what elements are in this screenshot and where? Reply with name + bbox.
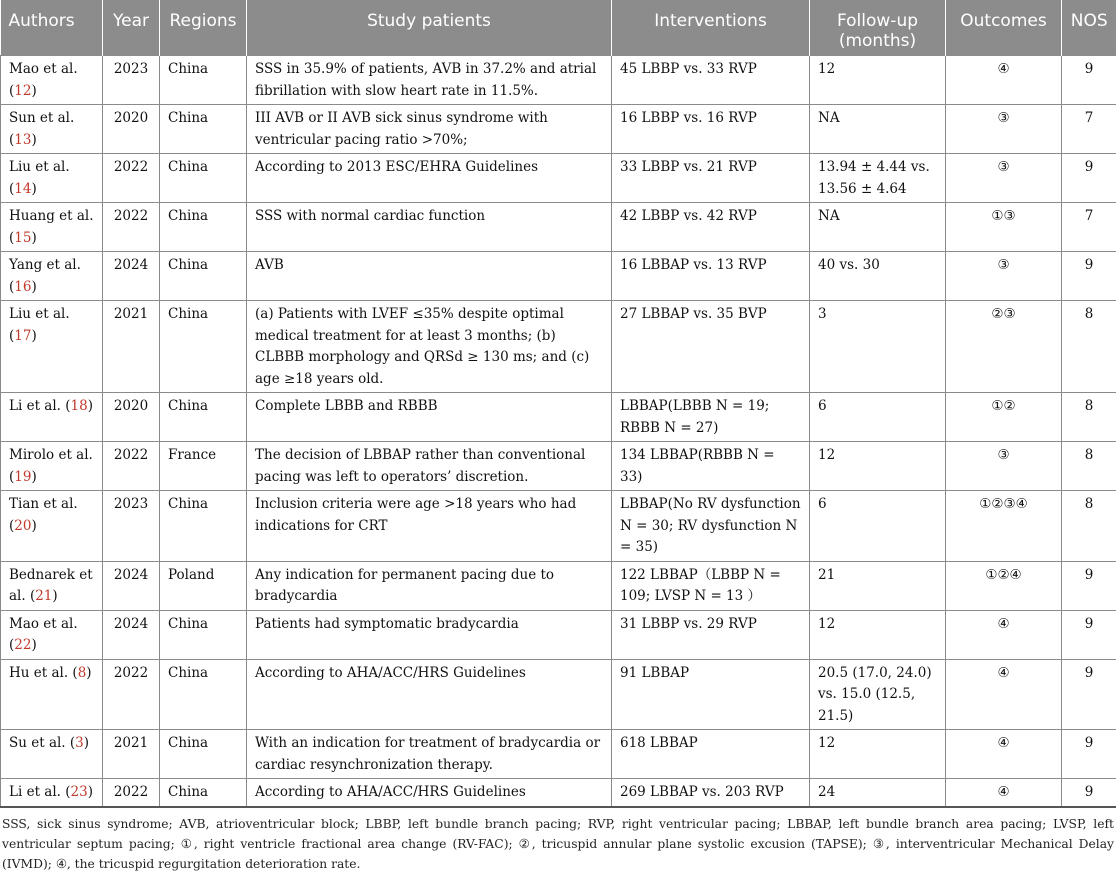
cell-interventions: 42 LBBP vs. 42 RVP — [612, 203, 810, 252]
cell-interventions: 16 LBBAP vs. 13 RVP — [612, 252, 810, 301]
header-follow-up: Follow-up (months) — [810, 0, 946, 56]
cell-study-patients: Patients had symptomatic bradycardia — [247, 610, 612, 659]
cell-authors — [1, 154, 103, 203]
cell-interventions: 91 LBBAP — [612, 659, 810, 730]
cell-nos: 9 — [1062, 779, 1116, 807]
table-row — [1, 203, 1116, 252]
cell-year: 2022 — [103, 154, 160, 203]
cell-follow-up: 12 — [810, 610, 946, 659]
cell-outcomes: ③ — [946, 154, 1062, 203]
reference-link[interactable]: 14 — [14, 181, 31, 197]
cell-nos: 9 — [1062, 659, 1116, 730]
cell-outcomes: ②③ — [946, 301, 1062, 393]
reference-link[interactable]: 23 — [71, 784, 88, 800]
cell-authors — [1, 659, 103, 730]
cell-study-patients: Complete LBBB and RBBB — [247, 393, 612, 442]
cell-follow-up: 20.5 (17.0, 24.0) vs. 15.0 (12.5, 21.5) — [810, 659, 946, 730]
author-name: Mirolo et al. ( — [9, 447, 93, 485]
author-name: Yang et al. ( — [9, 257, 81, 295]
cell-study-patients: With an indication for treatment of bradycardia or cardiac resynchronization therapy. — [247, 730, 612, 779]
cell-region: China — [160, 301, 247, 393]
cell-nos: 7 — [1062, 105, 1116, 154]
author-paren: ) — [31, 230, 36, 246]
cell-year: 2022 — [103, 779, 160, 807]
author-name: Mao et al. ( — [9, 61, 78, 99]
author-paren: ) — [31, 328, 36, 344]
cell-follow-up: NA — [810, 203, 946, 252]
table-row — [1, 154, 1116, 203]
cell-authors — [1, 610, 103, 659]
cell-interventions: LBBAP(No RV dysfunction N = 30; RV dysfunction N = 35) — [612, 491, 810, 562]
author-paren: ) — [84, 735, 89, 751]
cell-nos: 9 — [1062, 154, 1116, 203]
cell-interventions: 134 LBBAP(RBBB N = 33) — [612, 442, 810, 491]
author-name: Liu et al. ( — [9, 159, 70, 197]
cell-region: China — [160, 154, 247, 203]
cell-nos: 7 — [1062, 203, 1116, 252]
cell-interventions: 618 LBBAP — [612, 730, 810, 779]
cell-authors — [1, 730, 103, 779]
reference-link[interactable]: 13 — [14, 132, 31, 148]
author-name: Huang et al. ( — [9, 208, 94, 246]
header-outcomes: Outcomes — [946, 0, 1062, 56]
cell-study-patients: AVB — [247, 252, 612, 301]
author-name: Hu et al. ( — [9, 665, 78, 681]
author-name: Sun et al. ( — [9, 110, 74, 148]
table-row — [1, 393, 1116, 442]
cell-year: 2020 — [103, 105, 160, 154]
author-paren: ) — [31, 132, 36, 148]
header-nos: NOS — [1062, 0, 1116, 56]
cell-year: 2021 — [103, 301, 160, 393]
cell-region: China — [160, 203, 247, 252]
cell-region: France — [160, 442, 247, 491]
author-name: Su et al. ( — [9, 735, 75, 751]
cell-outcomes: ③ — [946, 442, 1062, 491]
cell-study-patients: According to AHA/ACC/HRS Guidelines — [247, 659, 612, 730]
cell-interventions: 122 LBBAP（LBBP N = 109; LVSP N = 13 ） — [612, 561, 810, 610]
cell-region: China — [160, 730, 247, 779]
cell-outcomes: ③ — [946, 105, 1062, 154]
cell-authors — [1, 203, 103, 252]
cell-follow-up: NA — [810, 105, 946, 154]
cell-outcomes: ④ — [946, 779, 1062, 807]
cell-follow-up: 12 — [810, 730, 946, 779]
cell-region: China — [160, 491, 247, 562]
table-row — [1, 561, 1116, 610]
cell-nos: 9 — [1062, 610, 1116, 659]
cell-authors — [1, 442, 103, 491]
table-row — [1, 779, 1116, 807]
cell-year: 2024 — [103, 610, 160, 659]
cell-year: 2024 — [103, 252, 160, 301]
cell-region: China — [160, 56, 247, 105]
cell-authors — [1, 56, 103, 105]
cell-region: China — [160, 779, 247, 807]
author-paren: ) — [88, 784, 93, 800]
cell-outcomes: ③ — [946, 252, 1062, 301]
table-row — [1, 105, 1116, 154]
cell-nos: 8 — [1062, 442, 1116, 491]
table-body — [1, 56, 1116, 807]
cell-authors — [1, 561, 103, 610]
cell-study-patients: According to AHA/ACC/HRS Guidelines — [247, 779, 612, 807]
cell-follow-up: 40 vs. 30 — [810, 252, 946, 301]
author-name: Li et al. ( — [9, 784, 71, 800]
cell-outcomes: ①②③④ — [946, 491, 1062, 562]
table-row — [1, 491, 1116, 562]
cell-nos: 9 — [1062, 252, 1116, 301]
table-row — [1, 730, 1116, 779]
table-row — [1, 610, 1116, 659]
cell-study-patients: Inclusion criteria were age >18 years who had indications for CRT — [247, 491, 612, 562]
reference-link[interactable]: 16 — [14, 279, 31, 295]
header-year: Year — [103, 0, 160, 56]
cell-interventions: 27 LBBAP vs. 35 BVP — [612, 301, 810, 393]
cell-study-patients: The decision of LBBAP rather than conventional pacing was left to operators’ discretion. — [247, 442, 612, 491]
cell-authors — [1, 779, 103, 807]
cell-authors — [1, 105, 103, 154]
cell-year: 2021 — [103, 730, 160, 779]
reference-link[interactable]: 18 — [71, 398, 88, 414]
table-footnote: SSS, sick sinus syndrome; AVB, atrioventricular block; LBBP, left bundle branch pacing; RVP, right ventricular pacing; LBBAP, left bundle branch area pacing; LVSP, left ventricular septum pacing; ①, right ventricle fractional area change (RV-FAC); ②, tricuspid annular plane systolic excusion (TAPSE); ③, interventricular Mechanical Delay (IVMD); ④, the tricuspid regurgitation deterioration rate. — [0, 808, 1116, 874]
cell-year: 2022 — [103, 442, 160, 491]
cell-interventions: LBBAP(LBBB N = 19; RBBB N = 27) — [612, 393, 810, 442]
cell-study-patients: SSS with normal cardiac function — [247, 203, 612, 252]
cell-nos: 9 — [1062, 561, 1116, 610]
cell-outcomes: ④ — [946, 56, 1062, 105]
author-paren: ) — [52, 588, 57, 604]
cell-follow-up: 13.94 ± 4.44 vs. 13.56 ± 4.64 — [810, 154, 946, 203]
cell-study-patients: According to 2013 ESC/EHRA Guidelines — [247, 154, 612, 203]
header-study-patients: Study patients — [247, 0, 612, 56]
cell-interventions: 45 LBBP vs. 33 RVP — [612, 56, 810, 105]
table-row — [1, 442, 1116, 491]
cell-outcomes: ④ — [946, 730, 1062, 779]
cell-nos: 8 — [1062, 301, 1116, 393]
cell-study-patients: Any indication for permanent pacing due to bradycardia — [247, 561, 612, 610]
cell-year: 2023 — [103, 56, 160, 105]
table-row — [1, 659, 1116, 730]
cell-authors — [1, 393, 103, 442]
reference-link[interactable]: 20 — [14, 518, 31, 534]
cell-year: 2024 — [103, 561, 160, 610]
cell-outcomes: ①③ — [946, 203, 1062, 252]
cell-follow-up: 3 — [810, 301, 946, 393]
author-name: Li et al. ( — [9, 398, 71, 414]
cell-authors — [1, 491, 103, 562]
reference-link[interactable]: 8 — [78, 665, 87, 681]
cell-region: China — [160, 105, 247, 154]
header-authors: Authors — [1, 0, 103, 56]
cell-study-patients: III AVB or II AVB sick sinus syndrome with ventricular pacing ratio >70%; — [247, 105, 612, 154]
cell-nos: 9 — [1062, 56, 1116, 105]
author-name: Tian et al. ( — [9, 496, 78, 534]
cell-authors — [1, 252, 103, 301]
cell-interventions: 269 LBBAP vs. 203 RVP — [612, 779, 810, 807]
cell-region: China — [160, 659, 247, 730]
reference-link[interactable]: 12 — [14, 83, 31, 99]
reference-link[interactable]: 15 — [14, 230, 31, 246]
cell-outcomes: ①② — [946, 393, 1062, 442]
author-name: Mao et al. ( — [9, 616, 78, 654]
header-interventions: Interventions — [612, 0, 810, 56]
author-paren: ) — [88, 398, 93, 414]
cell-authors — [1, 301, 103, 393]
table-row — [1, 252, 1116, 301]
cell-region: Poland — [160, 561, 247, 610]
cell-nos: 8 — [1062, 491, 1116, 562]
author-paren: ) — [31, 637, 36, 653]
reference-link[interactable]: 17 — [14, 328, 31, 344]
cell-year: 2023 — [103, 491, 160, 562]
table-row — [1, 301, 1116, 393]
author-paren: ) — [31, 469, 36, 485]
header-regions: Regions — [160, 0, 247, 56]
reference-link[interactable]: 3 — [75, 735, 84, 751]
cell-study-patients: SSS in 35.9% of patients, AVB in 37.2% and atrial fibrillation with slow heart rate in 11.5%. — [247, 56, 612, 105]
author-name: Liu et al. ( — [9, 306, 70, 344]
cell-nos: 8 — [1062, 393, 1116, 442]
reference-link[interactable]: 19 — [14, 469, 31, 485]
author-paren: ) — [31, 279, 36, 295]
cell-interventions: 16 LBBP vs. 16 RVP — [612, 105, 810, 154]
cell-year: 2020 — [103, 393, 160, 442]
author-paren: ) — [86, 665, 91, 681]
cell-follow-up: 12 — [810, 56, 946, 105]
cell-region: China — [160, 252, 247, 301]
cell-follow-up: 12 — [810, 442, 946, 491]
cell-outcomes: ④ — [946, 659, 1062, 730]
author-paren: ) — [31, 83, 36, 99]
cell-follow-up: 6 — [810, 491, 946, 562]
cell-interventions: 31 LBBP vs. 29 RVP — [612, 610, 810, 659]
cell-interventions: 33 LBBP vs. 21 RVP — [612, 154, 810, 203]
cell-region: China — [160, 393, 247, 442]
table-row — [1, 56, 1116, 105]
author-paren: ) — [31, 518, 36, 534]
cell-study-patients: (a) Patients with LVEF ≤35% despite optimal medical treatment for at least 3 months; (b) CLBBB morphology and QRSd ≥ 130 ms; and (c) age ≥18 years old. — [247, 301, 612, 393]
author-paren: ) — [31, 181, 36, 197]
cell-year: 2022 — [103, 659, 160, 730]
cell-region: China — [160, 610, 247, 659]
cell-outcomes: ④ — [946, 610, 1062, 659]
author-name: Bednarek et al. ( — [9, 567, 93, 605]
cell-follow-up: 24 — [810, 779, 946, 807]
reference-link[interactable]: 21 — [35, 588, 52, 604]
cell-year: 2022 — [103, 203, 160, 252]
cell-follow-up: 21 — [810, 561, 946, 610]
table-header-row — [1, 0, 1116, 56]
cell-outcomes: ①②④ — [946, 561, 1062, 610]
cell-follow-up: 6 — [810, 393, 946, 442]
reference-link[interactable]: 22 — [14, 637, 31, 653]
cell-nos: 9 — [1062, 730, 1116, 779]
